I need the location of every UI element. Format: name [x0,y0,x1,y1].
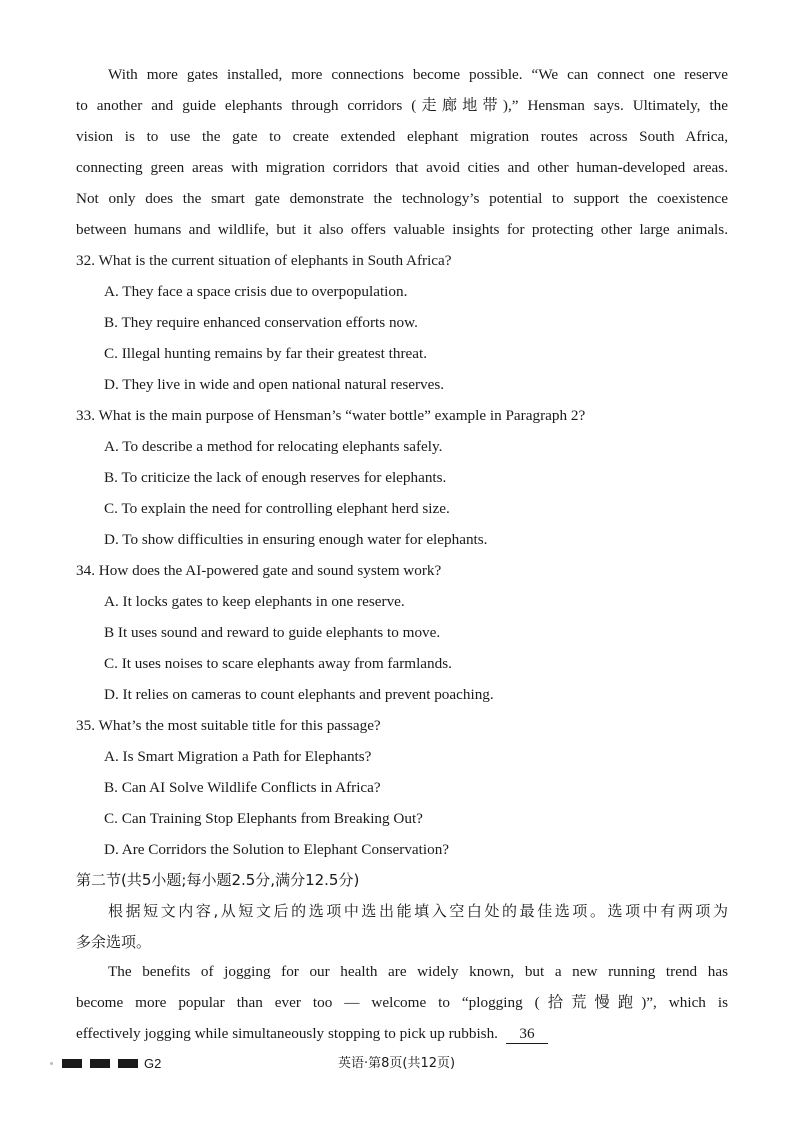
option-a: A. They face a space crisis due to overpopulation. [104,283,408,300]
question-stem: 34. How does the AI-powered gate and sound system work? [76,562,442,579]
passage-line: The benefits of jogging for our health are widely known, but a new running trend has [108,963,728,980]
page-number: 英语·第8页(共12页) [338,1056,456,1071]
option-d: D. It relies on cameras to count elephants and prevent poaching. [104,686,494,703]
passage-line-with-blank [76,1024,728,1044]
option-b: B. Can AI Solve Wildlife Conflicts in Africa? [104,779,381,796]
passage-line: become more popular than ever too — welcome to “plogging (拾荒慢跑)”, which is [76,994,728,1011]
option-a: A. It locks gates to keep elephants in one reserve. [104,593,405,610]
option-d: D. They live in wide and open national natural reserves. [104,376,445,393]
scan-mark [50,1062,53,1065]
answer-blank: 36 [506,1025,548,1044]
section-instruction: 根据短文内容,从短文后的选项中选出能填入空白处的最佳选项。选项中有两项为 [108,902,728,920]
option-c: C. It uses noises to scare elephants away from farmlands. [104,655,452,672]
paper-code: G2 [144,1056,162,1071]
passage-line: to another and guide elephants through corridors (走廊地带),” Hensman says. Ultimately, the [76,97,728,114]
passage-line: vision is to use the gate to create extended elephant migration routes across South Africa, [76,128,728,145]
black-square-mark [90,1059,110,1068]
option-a: A. Is Smart Migration a Path for Elephants? [104,748,372,765]
question-stem: 33. What is the main purpose of Hensman’s “water bottle” example in Paragraph 2? [76,407,586,424]
passage-line: Not only does the smart gate demonstrate the technology’s potential to support the coexistence [76,190,728,207]
option-b: B. They require enhanced conservation efforts now. [104,314,418,331]
option-d: D. Are Corridors the Solution to Elephant Conservation? [104,841,450,858]
passage-line: between humans and wildlife, but it also offers valuable insights for protecting other large animals. [76,221,728,238]
passage-line: connecting green areas with migration corridors that avoid cities and other human-developed areas. [76,159,728,176]
option-c: C. To explain the need for controlling elephant herd size. [104,500,450,517]
option-b: B It uses sound and reward to guide elephants to move. [104,624,441,641]
option-c: C. Can Training Stop Elephants from Breaking Out? [104,810,423,827]
passage-text: effectively jogging while simultaneously stopping to pick up rubbish. [76,1025,498,1042]
page-footer [0,1054,800,1078]
section-heading: 第二节(共5小题;每小题2.5分,满分12.5分) [76,871,360,889]
section-instruction: 多余选项。 [76,933,152,951]
passage-line: With more gates installed, more connections become possible. “We can connect one reserve [108,66,728,83]
black-square-mark [62,1059,82,1068]
option-b: B. To criticize the lack of enough reserves for elephants. [104,469,447,486]
question-stem: 35. What’s the most suitable title for this passage? [76,717,381,734]
option-a: A. To describe a method for relocating elephants safely. [104,438,443,455]
question-stem: 32. What is the current situation of elephants in South Africa? [76,252,452,269]
option-c: C. Illegal hunting remains by far their greatest threat. [104,345,428,362]
option-d: D. To show difficulties in ensuring enough water for elephants. [104,531,488,548]
black-square-mark [118,1059,138,1068]
